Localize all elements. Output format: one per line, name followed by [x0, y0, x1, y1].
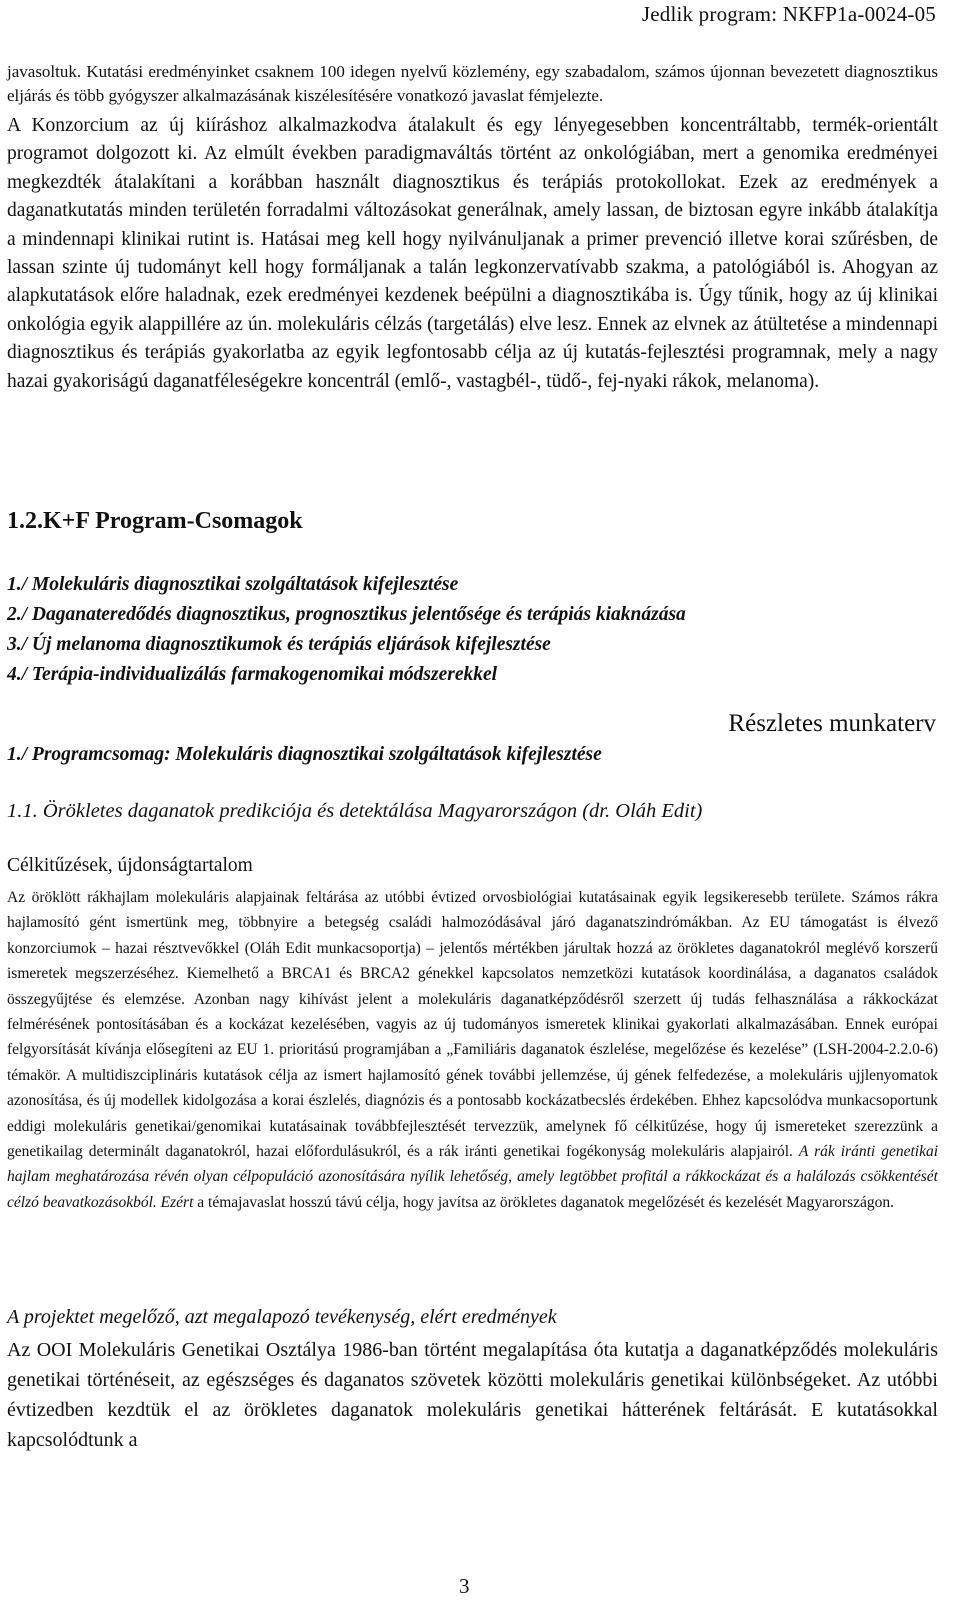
prior-work-paragraph: Az OOI Molekuláris Genetikai Osztálya 1986-ban történt megalapítása óta kutatja a daganatképződés molekuláris genetikai történéseit, az egészséges és daganatos szövetek közötti molekuláris genetikai különbségeket. Az utóbbi évtizedben kezdtük el az örökletes daganatok molekuláris genetikai hátterének feltárását. E kutatásokkal kapcsolódtunk a — [7, 1339, 938, 1451]
package-item-3: 3./ Új melanoma diagnosztikumok és terápiás eljárások kifejlesztése — [7, 634, 551, 655]
goals-text-part1: Az öröklött rákhajlam molekuláris alapjainak feltárása az utóbbi évtized orvosbiológiai kutatásainak egyik legsikeresebb területe. Számos rákra hajlamosító gént ismertünk meg, többnyire a betegség családi halmozódásával járó daganatszindrómákban. Az EU támogatást is élvező konzorciumok – hazai résztvevőkkel (Oláh Edit munkacsoportja) – jelentős mértékben járultak hozzá az örökletes daganatokról meglévő korszerű ismeretek megszerzéséhez. Kiemelhető a BRCA1 és BRCA2 génekkel kapcsolatos nemzetközi kutatások koordinálása, a daganatos családok összegyűjtése és elemzése. Azonban nagy kihívást jelent a molekuláris daganatképződésről szerzett új tudás felhasználása a rákkockázat felmérésének pontosításában és a kockázat kezelésében, vagyis az új tudományos ismeretek klinikai gyakorlati alkalmazásában. Ennek európai felgyorsítását kívánja elősegíteni az EU 1. prioritású programjában a „Familiáris daganatok észlelése, megelőzése és kezelése” (LSH-2004-2.2.0-6) témakör. A multidiszciplináris kutatások célja az ismert hajlamosító gének további jellemzése, új gének felfedezése, a molekuláris ujjlenyomatok azonosítása, és új modellek kidolgozása a korai észlelés, diagnózis és a pontosabb kockázatbecslés érdekében. Ehhez kapcsolódva munkacsoportunk eddigi molekuláris genetikai/genomikai kutatásainak továbbfejlesztését tervezzük, amelynek fő célkitűzése, hogy új ismereteket szerezzünk a genetikailag determinált daganatokról, hazai előfordulásukról, és a rák iránti genetikai fogékonyság molekuláris alapjairól. — [7, 889, 938, 1161]
page-number: 3 — [459, 1574, 470, 1598]
prior-work-title: A projektet megelőző, azt megalapozó tevékenység, elért eredmények — [7, 1306, 557, 1328]
goals-title: Célkitűzések, újdonságtartalom — [7, 855, 253, 876]
package-item-4: 4./ Terápia-individualizálás farmakogenomikai módszerekkel — [7, 664, 498, 685]
package-item-1: 1./ Molekuláris diagnosztikai szolgáltatások kifejlesztése — [7, 574, 459, 595]
packages-list — [7, 570, 938, 690]
goals-text-italic: A rák iránti genetikai hajlam meghatározása révén olyan célpopuláció azonosítására nyílik lehetőség, amely legtöbbet profitál a rákkockázat és a halálozás csökkentését célzó beavatkozásokból. Ezért — [7, 1143, 939, 1211]
packages-title: 1.2.K+F Program-Csomagok — [7, 508, 303, 534]
goals-paragraph — [7, 885, 938, 1215]
intro-paragraph-1: javasoltuk. Kutatási eredményinket csaknem 100 idegen nyelvű közlemény, egy szabadalom, számos újonnan bevezetett diagnosztikus eljárás és több gyógyszer alkalmazásának kiszélesítésére vonatkozó javaslat fémjelezte. — [7, 62, 938, 105]
program-package-title: 1./ Programcsomag: Molekuláris diagnosztikai szolgáltatások kifejlesztése — [7, 744, 602, 765]
workplan-heading: Részletes munkaterv — [728, 710, 936, 737]
package-item-2: 2./ Daganateredődés diagnosztikus, prognosztikus jelentősége és terápiás kiaknázása — [7, 604, 686, 625]
intro-paragraph-2: A Konzorcium az új kiíráshoz alkalmazkodva átalakult és egy lényegesebben koncentráltabb, termék-orientált programot dolgozott ki. Az elmúlt években paradigmaváltás történt az onkológiában, mert a genomika eredményei megkezdték átalakítani a korábban használt diagnosztikus és terápiás protokollokat. Ezek az eredmények a daganatkutatás minden területén forradalmi változásokat generálnak, amely lassan, de biztosan egyre inkább átalakítja a mindennapi klinikai rutint is. Hatásai meg kell hogy nyilvánuljanak a primer prevenció illetve korai szűrésben, de lassan szinte új tudományt kell hogy formáljanak a talán legkonzervatívabb szakma, a patológiából is. Ahogyan az alapkutatások előre haladnak, ezek eredményei kezdenek beépülni a diagnosztikába is. Úgy tűnik, hogy az új klinikai onkológia egyik alappillére az ún. molekuláris célzás (targetálás) elve lesz. Ennek az elvnek az átültetése a mindennapi diagnosztikus és terápiás gyakorlatba az egyik legfontosabb célja az új kutatás-fejlesztési programnak, mely a nagy hazai gyakoriságú daganatféleségekre koncentrál (emlő-, vastagbél-, tüdő-, fej-nyaki rákok, melanoma). — [7, 115, 938, 392]
subsection-title: 1.1. Örökletes daganatok predikciója és detektálása Magyarországon (dr. Oláh Edit) — [7, 800, 703, 822]
goals-text-part2: a témajavaslat hosszú távú célja, hogy javítsa az örökletes daganatok megelőzését és kezelését Magyarországon. — [197, 1193, 895, 1211]
page-header: Jedlik program: NKFP1a-0024-05 — [641, 2, 936, 26]
